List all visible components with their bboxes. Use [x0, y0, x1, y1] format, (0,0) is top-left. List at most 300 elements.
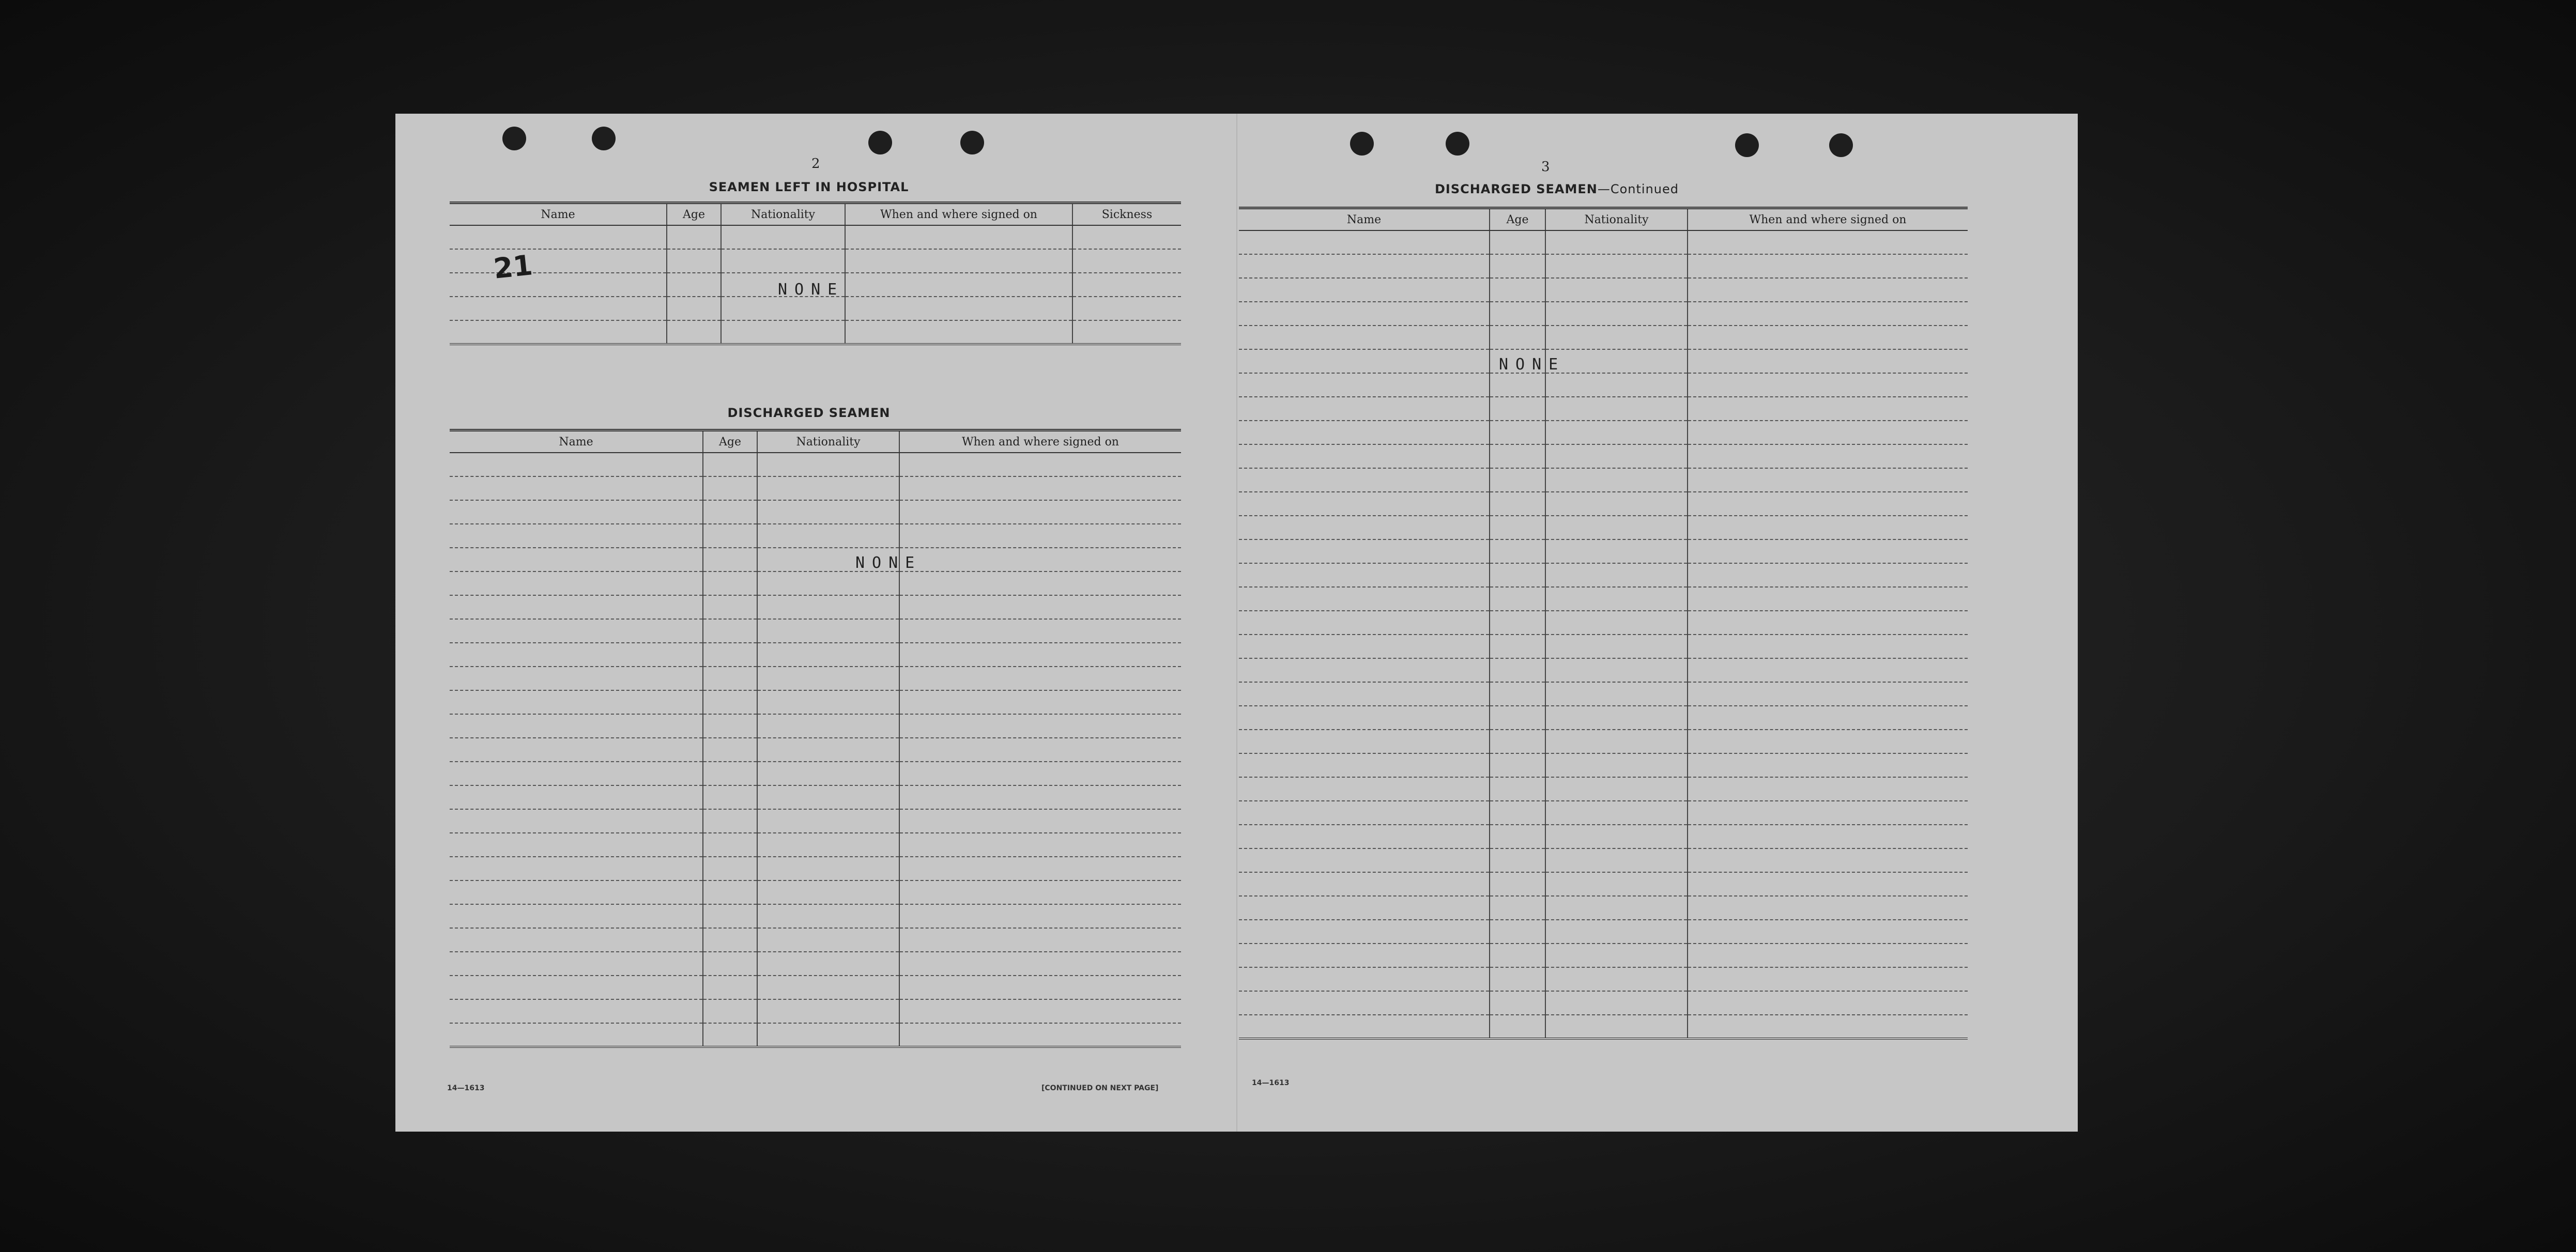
- table-cell: [757, 904, 899, 928]
- table-cell: [1490, 1015, 1545, 1039]
- column-header: When and where signed on: [1688, 208, 1968, 231]
- table-cell: [1490, 254, 1545, 278]
- table-cell: [1688, 492, 1968, 516]
- table-cell: [450, 524, 703, 548]
- table-cell: [899, 809, 1181, 833]
- table-cell: [703, 976, 757, 999]
- table-cell: [1688, 421, 1968, 444]
- table-cell: [1545, 896, 1688, 920]
- table-cell: [1688, 730, 1968, 753]
- table-cell: [757, 785, 899, 809]
- table-cell: [757, 595, 899, 619]
- table-cell: [1239, 278, 1490, 302]
- table-cell: [703, 453, 757, 476]
- table-row: [450, 999, 1181, 1023]
- table-cell: [899, 643, 1181, 667]
- table-cell: [757, 809, 899, 833]
- table-cell: [1688, 563, 1968, 587]
- handwritten-number: 21: [492, 249, 534, 285]
- continued-note: [CONTINUED ON NEXT PAGE]: [1041, 1084, 1159, 1092]
- table-cell: [757, 762, 899, 785]
- table-cell: [757, 738, 899, 762]
- section-title-suffix: —Continued: [1597, 182, 1679, 196]
- table-cell: [1545, 302, 1688, 326]
- table-cell: [1490, 920, 1545, 944]
- table-cell: [450, 643, 703, 667]
- table-cell: [1688, 326, 1968, 349]
- table-row: [450, 928, 1181, 952]
- table-cell: [450, 453, 703, 476]
- table-cell: [703, 476, 757, 500]
- table-cell: [1545, 991, 1688, 1015]
- table-cell: [450, 785, 703, 809]
- table-cell: [757, 880, 899, 904]
- table-row: [450, 952, 1181, 976]
- table-cell: [757, 714, 899, 738]
- table-cell: [450, 571, 703, 595]
- table-row: [1239, 920, 1968, 944]
- table-cell: [703, 809, 757, 833]
- table-cell: [1490, 658, 1545, 682]
- table-cell: [1545, 825, 1688, 848]
- table-cell: [1688, 1015, 1968, 1039]
- discharged-table-header: [450, 430, 1181, 453]
- column-header: Nationality: [757, 430, 899, 453]
- table-cell: [1688, 468, 1968, 492]
- table-cell: [1545, 1015, 1688, 1039]
- table-cell: [1239, 230, 1490, 254]
- table-row: [450, 548, 1181, 571]
- table-cell: [1688, 349, 1968, 373]
- table-cell: [899, 785, 1181, 809]
- table-cell: [1545, 635, 1688, 658]
- table-cell: [703, 999, 757, 1023]
- table-row: [450, 809, 1181, 833]
- table-cell: [703, 785, 757, 809]
- table-row: [1239, 967, 1968, 991]
- table-cell: [757, 500, 899, 524]
- table-row: [1239, 825, 1968, 848]
- table-cell: [1545, 658, 1688, 682]
- table-cell: [899, 1023, 1181, 1047]
- table-cell: [1490, 444, 1545, 468]
- table-cell: [1239, 302, 1490, 326]
- table-cell: [703, 928, 757, 952]
- punch-hole: [1829, 133, 1853, 157]
- table-cell: [450, 833, 703, 857]
- table-row: [450, 762, 1181, 785]
- table-cell: [1239, 492, 1490, 516]
- table-cell: [1545, 349, 1688, 373]
- left-page: [395, 114, 1236, 1132]
- table-cell: [899, 476, 1181, 500]
- table-cell: [1490, 326, 1545, 349]
- table-cell: [1490, 421, 1545, 444]
- table-row: [450, 857, 1181, 880]
- table-cell: [1545, 848, 1688, 872]
- table-cell: [1490, 539, 1545, 563]
- table-cell: [757, 667, 899, 690]
- table-cell: [1688, 777, 1968, 801]
- table-cell: [703, 857, 757, 880]
- table-cell: [1239, 753, 1490, 777]
- table-cell: [703, 690, 757, 714]
- table-cell: [757, 476, 899, 500]
- table-cell: [1688, 991, 1968, 1015]
- table-cell: [1239, 516, 1490, 539]
- table-cell: [1688, 706, 1968, 730]
- table-cell: [1239, 944, 1490, 967]
- table-cell: [1490, 635, 1545, 658]
- column-header: Name: [450, 203, 667, 226]
- table-row: [1239, 611, 1968, 635]
- table-cell: [1239, 444, 1490, 468]
- section-title-text: DISCHARGED SEAMEN: [1434, 182, 1598, 196]
- table-cell: [1688, 682, 1968, 706]
- table-cell: [1490, 801, 1545, 825]
- table-cell: [1490, 278, 1545, 302]
- column-header: Nationality: [1545, 208, 1688, 231]
- table-cell: [757, 643, 899, 667]
- table-cell: [450, 809, 703, 833]
- none-stamp: NONE: [855, 554, 922, 572]
- table-cell: [1490, 611, 1545, 635]
- discharged-table: [450, 429, 1181, 1048]
- form-number: 14—1613: [1252, 1079, 1290, 1087]
- table-cell: [1239, 777, 1490, 801]
- table-row: [450, 643, 1181, 667]
- table-cell: [1490, 991, 1545, 1015]
- table-cell: [703, 619, 757, 643]
- table-cell: [1239, 801, 1490, 825]
- table-cell: [450, 999, 703, 1023]
- table-cell: [1688, 896, 1968, 920]
- table-cell: [1490, 468, 1545, 492]
- table-cell: [703, 500, 757, 524]
- table-cell: [450, 952, 703, 976]
- table-row: [450, 976, 1181, 999]
- table-cell: [899, 548, 1181, 571]
- table-cell: [757, 833, 899, 857]
- table-row: [1239, 230, 1968, 254]
- column-header: Age: [1490, 208, 1545, 231]
- table-cell: [1545, 421, 1688, 444]
- hospital-table: [450, 202, 1181, 345]
- table-row: [1239, 397, 1968, 421]
- table-cell: [1239, 611, 1490, 635]
- table-cell: [1490, 944, 1545, 967]
- table-cell: [1688, 658, 1968, 682]
- table-cell: [1490, 848, 1545, 872]
- table-cell: [450, 857, 703, 880]
- table-cell: [1239, 421, 1490, 444]
- table-cell: [757, 453, 899, 476]
- table-cell: [899, 857, 1181, 880]
- table-cell: [1688, 753, 1968, 777]
- table-cell: [1239, 967, 1490, 991]
- punch-hole: [868, 131, 892, 154]
- table-cell: [703, 1023, 757, 1047]
- table-row: [1239, 1015, 1968, 1039]
- table-cell: [1545, 706, 1688, 730]
- table-row: [450, 1023, 1181, 1047]
- column-header: When and where signed on: [899, 430, 1181, 453]
- table-row: [1239, 991, 1968, 1015]
- table-cell: [1545, 492, 1688, 516]
- table-row: [1239, 444, 1968, 468]
- table-cell: [757, 619, 899, 643]
- table-cell: [1239, 706, 1490, 730]
- table-row: [1239, 468, 1968, 492]
- table-cell: [1239, 682, 1490, 706]
- table-cell: [450, 476, 703, 500]
- table-row: [1239, 326, 1968, 349]
- table-cell: [1490, 872, 1545, 896]
- table-cell: [1688, 801, 1968, 825]
- table-cell: [899, 714, 1181, 738]
- table-cell: [1239, 397, 1490, 421]
- punch-hole: [960, 131, 984, 154]
- table-row: [1239, 682, 1968, 706]
- table-cell: [899, 667, 1181, 690]
- punch-hole: [1446, 132, 1469, 156]
- table-cell: [1545, 801, 1688, 825]
- table-cell: [1688, 611, 1968, 635]
- table-cell: [1239, 730, 1490, 753]
- table-cell: [1239, 635, 1490, 658]
- discharged-continued-rows: [1239, 230, 1968, 1039]
- table-cell: [1239, 254, 1490, 278]
- table-cell: [1490, 967, 1545, 991]
- table-row: [1239, 706, 1968, 730]
- table-cell: [1490, 896, 1545, 920]
- right-page: [1236, 114, 2078, 1132]
- table-cell: [1490, 302, 1545, 326]
- table-cell: [899, 453, 1181, 476]
- table-cell: [703, 952, 757, 976]
- table-cell: [1490, 230, 1545, 254]
- table-row: [450, 690, 1181, 714]
- table-row: [1239, 421, 1968, 444]
- table-cell: [703, 571, 757, 595]
- table-cell: [450, 738, 703, 762]
- table-cell: [899, 738, 1181, 762]
- table-cell: [450, 667, 703, 690]
- table-cell: [1688, 848, 1968, 872]
- table-cell: [1688, 944, 1968, 967]
- table-cell: [1688, 516, 1968, 539]
- table-cell: [1545, 326, 1688, 349]
- table-row: [1239, 302, 1968, 326]
- table-cell: [1239, 848, 1490, 872]
- table-cell: [703, 667, 757, 690]
- table-row: [450, 476, 1181, 500]
- table-row: [1239, 801, 1968, 825]
- table-cell: [1545, 777, 1688, 801]
- table-cell: [1545, 468, 1688, 492]
- table-row: [1239, 658, 1968, 682]
- table-row: [450, 297, 1181, 320]
- table-cell: [1239, 991, 1490, 1015]
- table-row: [450, 320, 1181, 344]
- column-header: Age: [667, 203, 721, 226]
- table-cell: [1490, 516, 1545, 539]
- table-cell: [1545, 730, 1688, 753]
- table-row: [1239, 872, 1968, 896]
- table-cell: [1545, 611, 1688, 635]
- table-cell: [1239, 920, 1490, 944]
- table-cell: [450, 714, 703, 738]
- table-cell: [1239, 349, 1490, 373]
- table-cell: [1688, 825, 1968, 848]
- discharged-rows: [450, 453, 1181, 1047]
- table-cell: [450, 690, 703, 714]
- table-cell: [450, 548, 703, 571]
- table-cell: [1490, 373, 1545, 397]
- table-cell: [703, 524, 757, 548]
- table-cell: [1688, 635, 1968, 658]
- table-cell: [1688, 230, 1968, 254]
- table-cell: [1545, 373, 1688, 397]
- column-header: Name: [450, 430, 703, 453]
- table-cell: [1490, 682, 1545, 706]
- table-row: [1239, 254, 1968, 278]
- table-cell: [1688, 920, 1968, 944]
- table-cell: [1545, 753, 1688, 777]
- table-cell: [757, 1023, 899, 1047]
- page-number: 3: [1541, 159, 1550, 175]
- table-row: [450, 833, 1181, 857]
- table-cell: [757, 524, 899, 548]
- table-cell: [703, 904, 757, 928]
- table-cell: [450, 762, 703, 785]
- table-cell: [1688, 397, 1968, 421]
- table-cell: [450, 1023, 703, 1047]
- table-cell: [1688, 967, 1968, 991]
- table-cell: [757, 857, 899, 880]
- table-row: [450, 524, 1181, 548]
- table-cell: [899, 571, 1181, 595]
- table-cell: [899, 595, 1181, 619]
- table-cell: [899, 690, 1181, 714]
- table-row: [1239, 753, 1968, 777]
- table-cell: [757, 999, 899, 1023]
- table-cell: [1490, 777, 1545, 801]
- table-cell: [1545, 944, 1688, 967]
- table-row: [1239, 349, 1968, 373]
- table-cell: [1545, 397, 1688, 421]
- table-row: [450, 249, 1181, 273]
- table-row: [1239, 539, 1968, 563]
- table-cell: [703, 643, 757, 667]
- table-cell: [1239, 658, 1490, 682]
- table-cell: [1545, 563, 1688, 587]
- table-row: [450, 738, 1181, 762]
- table-row: [450, 453, 1181, 476]
- hospital-section-title: SEAMEN LEFT IN HOSPITAL: [709, 180, 909, 194]
- table-cell: [899, 904, 1181, 928]
- table-cell: [1545, 278, 1688, 302]
- table-cell: [1490, 563, 1545, 587]
- table-cell: [1688, 373, 1968, 397]
- punch-hole: [1350, 132, 1374, 156]
- column-header: Age: [703, 430, 757, 453]
- table-cell: [1688, 302, 1968, 326]
- table-cell: [1239, 563, 1490, 587]
- hospital-table-header: [450, 203, 1181, 226]
- table-cell: [1688, 872, 1968, 896]
- table-cell: [1490, 753, 1545, 777]
- table-cell: [757, 928, 899, 952]
- table-row: [1239, 492, 1968, 516]
- column-header: Name: [1239, 208, 1490, 231]
- table-cell: [703, 548, 757, 571]
- table-row: [450, 619, 1181, 643]
- table-cell: [899, 880, 1181, 904]
- table-cell: [1545, 967, 1688, 991]
- table-cell: [899, 976, 1181, 999]
- table-row: [1239, 777, 1968, 801]
- table-cell: [757, 571, 899, 595]
- table-cell: [1545, 230, 1688, 254]
- column-header: Sickness: [1072, 203, 1181, 226]
- table-row: [450, 571, 1181, 595]
- table-cell: [899, 500, 1181, 524]
- table-cell: [1239, 896, 1490, 920]
- table-cell: [1239, 872, 1490, 896]
- table-cell: [703, 738, 757, 762]
- table-cell: [757, 690, 899, 714]
- table-row: [1239, 896, 1968, 920]
- table-cell: [899, 524, 1181, 548]
- table-row: [1239, 587, 1968, 611]
- table-row: [1239, 373, 1968, 397]
- table-cell: [1545, 682, 1688, 706]
- punch-hole: [592, 127, 616, 150]
- table-cell: [899, 928, 1181, 952]
- column-header: When and where signed on: [845, 203, 1072, 226]
- table-row: [1239, 516, 1968, 539]
- table-cell: [1688, 587, 1968, 611]
- table-cell: [1490, 397, 1545, 421]
- table-row: [450, 225, 1181, 249]
- table-cell: [1688, 539, 1968, 563]
- table-cell: [450, 904, 703, 928]
- table-cell: [1239, 373, 1490, 397]
- table-row: [450, 595, 1181, 619]
- table-row: [450, 904, 1181, 928]
- table-cell: [1545, 920, 1688, 944]
- table-row: [1239, 730, 1968, 753]
- table-cell: [1239, 825, 1490, 848]
- table-cell: [1239, 326, 1490, 349]
- table-row: [1239, 278, 1968, 302]
- table-row: [450, 500, 1181, 524]
- table-cell: [703, 833, 757, 857]
- table-row: [450, 880, 1181, 904]
- table-row: [450, 667, 1181, 690]
- table-row: [450, 785, 1181, 809]
- table-cell: [450, 928, 703, 952]
- table-cell: [1545, 444, 1688, 468]
- table-cell: [757, 952, 899, 976]
- table-cell: [757, 976, 899, 999]
- table-row: [1239, 563, 1968, 587]
- table-cell: [1545, 872, 1688, 896]
- table-row: [1239, 635, 1968, 658]
- discharged-continued-title: [1402, 182, 1712, 196]
- table-cell: [1688, 254, 1968, 278]
